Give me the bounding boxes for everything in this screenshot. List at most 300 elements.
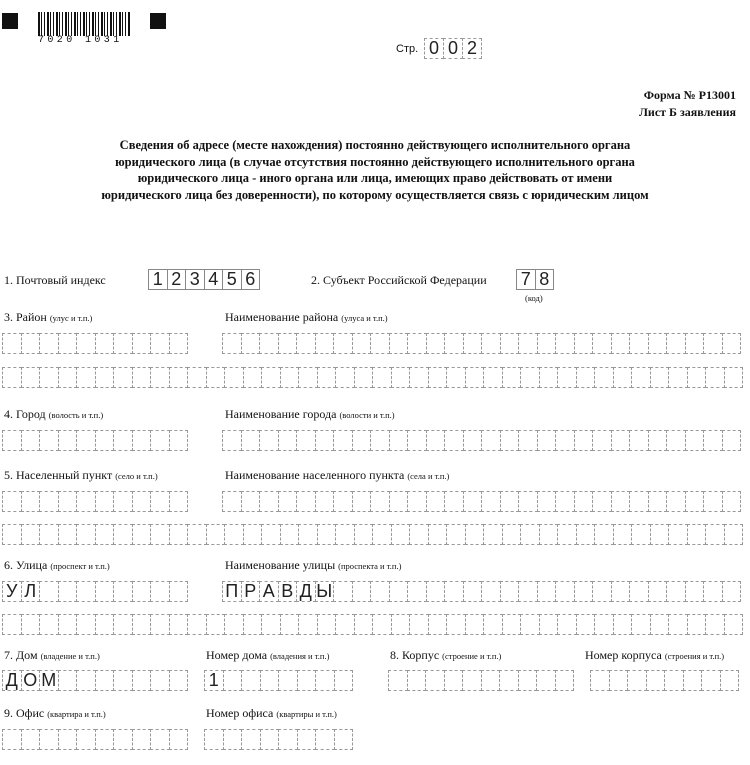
char-cell[interactable]: О [21,670,41,691]
char-cell[interactable] [280,367,300,388]
char-cell[interactable] [444,670,464,691]
char-cell[interactable] [169,581,189,602]
char-cell[interactable] [241,430,261,451]
char-cell[interactable] [502,367,522,388]
char-cell[interactable] [465,367,485,388]
house-type-cells[interactable] [2,670,187,691]
char-cell[interactable] [169,491,189,512]
char-cell[interactable] [241,491,261,512]
char-cell[interactable] [537,491,557,512]
char-cell[interactable] [407,581,427,602]
char-cell[interactable] [481,430,501,451]
char-cell[interactable] [315,333,335,354]
char-cell[interactable] [222,430,242,451]
char-cell[interactable] [502,524,522,545]
char-cell[interactable] [594,524,614,545]
char-cell[interactable] [334,729,354,750]
char-cell[interactable] [499,670,519,691]
char-cell[interactable] [685,491,705,512]
char-cell[interactable] [557,614,577,635]
char-cell[interactable] [187,614,207,635]
char-cell[interactable] [95,430,115,451]
char-cell[interactable] [444,581,464,602]
char-cell[interactable] [426,333,446,354]
char-cell[interactable] [537,333,557,354]
char-cell[interactable] [2,524,22,545]
char-cell[interactable] [39,524,59,545]
char-cell[interactable] [631,367,651,388]
char-cell[interactable] [243,614,263,635]
char-cell[interactable] [296,491,316,512]
char-cell[interactable] [132,581,152,602]
char-cell[interactable] [609,670,629,691]
char-cell[interactable] [648,430,668,451]
char-cell[interactable] [132,430,152,451]
char-cell[interactable] [21,729,41,750]
char-cell[interactable] [113,333,133,354]
char-cell[interactable] [444,430,464,451]
char-cell[interactable] [705,367,725,388]
char-cell[interactable]: Д [2,670,22,691]
char-cell[interactable] [425,670,445,691]
char-cell[interactable] [95,367,115,388]
char-cell[interactable] [481,333,501,354]
char-cell[interactable] [483,524,503,545]
char-cell[interactable] [590,670,610,691]
char-cell[interactable] [444,491,464,512]
char-cell[interactable] [39,614,59,635]
district-name-cells-row1[interactable] [222,333,740,354]
char-cell[interactable]: 0 [424,38,444,59]
char-cell[interactable] [518,670,538,691]
char-cell[interactable] [317,614,337,635]
char-cell[interactable] [222,333,242,354]
char-cell[interactable] [113,581,133,602]
char-cell[interactable] [666,491,686,512]
char-cell[interactable] [76,430,96,451]
char-cell[interactable] [222,491,242,512]
char-cell[interactable] [557,524,577,545]
char-cell[interactable] [701,670,721,691]
char-cell[interactable] [650,367,670,388]
char-cell[interactable] [428,524,448,545]
char-cell[interactable] [95,670,115,691]
char-cell[interactable] [407,491,427,512]
char-cell[interactable] [724,367,744,388]
char-cell[interactable] [444,333,464,354]
char-cell[interactable] [446,614,466,635]
char-cell[interactable] [259,430,279,451]
char-cell[interactable] [629,333,649,354]
char-cell[interactable] [407,333,427,354]
char-cell[interactable] [687,367,707,388]
char-cell[interactable] [539,524,559,545]
char-cell[interactable] [132,524,152,545]
char-cell[interactable] [354,614,374,635]
char-cell[interactable] [481,491,501,512]
char-cell[interactable] [315,430,335,451]
char-cell[interactable] [574,491,594,512]
char-cell[interactable] [483,614,503,635]
char-cell[interactable] [333,581,353,602]
char-cell[interactable]: 5 [222,269,242,290]
page-number-cells[interactable] [424,38,481,59]
char-cell[interactable]: 8 [535,269,555,290]
char-cell[interactable] [483,367,503,388]
char-cell[interactable] [683,670,703,691]
char-cell[interactable] [76,367,96,388]
char-cell[interactable] [95,614,115,635]
char-cell[interactable] [537,430,557,451]
char-cell[interactable]: 1 [204,670,224,691]
char-cell[interactable] [150,670,170,691]
char-cell[interactable] [95,729,115,750]
char-cell[interactable] [426,581,446,602]
char-cell[interactable] [95,333,115,354]
char-cell[interactable] [481,581,501,602]
char-cell[interactable] [333,491,353,512]
char-cell[interactable] [354,367,374,388]
char-cell[interactable] [666,333,686,354]
char-cell[interactable] [2,614,22,635]
char-cell[interactable] [76,670,96,691]
char-cell[interactable] [223,729,243,750]
char-cell[interactable] [206,367,226,388]
char-cell[interactable] [206,614,226,635]
char-cell[interactable] [463,333,483,354]
char-cell[interactable] [370,581,390,602]
char-cell[interactable] [391,524,411,545]
char-cell[interactable] [187,524,207,545]
char-cell[interactable] [465,524,485,545]
char-cell[interactable] [722,581,742,602]
char-cell[interactable] [298,367,318,388]
char-cell[interactable] [261,614,281,635]
char-cell[interactable] [668,524,688,545]
char-cell[interactable] [592,491,612,512]
char-cell[interactable] [76,491,96,512]
district-type-cells[interactable] [2,333,187,354]
char-cell[interactable] [502,614,522,635]
char-cell[interactable] [58,491,78,512]
char-cell[interactable] [370,430,390,451]
char-cell[interactable] [592,430,612,451]
char-cell[interactable] [500,333,520,354]
char-cell[interactable] [58,670,78,691]
char-cell[interactable] [224,614,244,635]
char-cell[interactable] [537,581,557,602]
char-cell[interactable] [557,367,577,388]
char-cell[interactable]: Л [21,581,41,602]
char-cell[interactable] [611,333,631,354]
char-cell[interactable] [391,614,411,635]
char-cell[interactable]: 2 [167,269,187,290]
char-cell[interactable]: В [278,581,298,602]
char-cell[interactable] [518,581,538,602]
char-cell[interactable] [280,614,300,635]
char-cell[interactable] [539,614,559,635]
char-cell[interactable] [372,524,392,545]
char-cell[interactable] [520,367,540,388]
char-cell[interactable] [629,491,649,512]
char-cell[interactable] [370,491,390,512]
char-cell[interactable]: У [2,581,22,602]
char-cell[interactable] [224,367,244,388]
char-cell[interactable] [520,614,540,635]
char-cell[interactable] [132,670,152,691]
char-cell[interactable] [703,491,723,512]
char-cell[interactable] [370,333,390,354]
char-cell[interactable] [76,333,96,354]
char-cell[interactable] [685,333,705,354]
char-cell[interactable] [576,614,596,635]
char-cell[interactable] [685,581,705,602]
char-cell[interactable]: Д [296,581,316,602]
office-type-cells[interactable] [2,729,187,750]
char-cell[interactable] [594,614,614,635]
char-cell[interactable]: 3 [185,269,205,290]
char-cell[interactable] [518,333,538,354]
char-cell[interactable] [21,367,41,388]
char-cell[interactable] [76,581,96,602]
char-cell[interactable] [224,524,244,545]
char-cell[interactable] [687,524,707,545]
char-cell[interactable] [260,670,280,691]
char-cell[interactable] [389,430,409,451]
char-cell[interactable] [278,430,298,451]
char-cell[interactable] [241,333,261,354]
char-cell[interactable] [722,333,742,354]
char-cell[interactable] [150,581,170,602]
char-cell[interactable] [2,491,22,512]
char-cell[interactable] [113,367,133,388]
char-cell[interactable] [409,614,429,635]
char-cell[interactable] [592,581,612,602]
char-cell[interactable] [594,367,614,388]
char-cell[interactable] [169,524,189,545]
char-cell[interactable]: М [39,670,59,691]
char-cell[interactable] [204,729,224,750]
char-cell[interactable] [685,430,705,451]
char-cell[interactable] [724,524,744,545]
char-cell[interactable] [352,430,372,451]
char-cell[interactable] [428,614,448,635]
char-cell[interactable] [296,430,316,451]
char-cell[interactable] [21,614,41,635]
char-cell[interactable] [278,333,298,354]
char-cell[interactable] [150,491,170,512]
char-cell[interactable] [611,491,631,512]
char-cell[interactable] [407,670,427,691]
char-cell[interactable] [613,367,633,388]
char-cell[interactable] [555,333,575,354]
char-cell[interactable] [407,430,427,451]
char-cell[interactable]: П [222,581,242,602]
char-cell[interactable] [500,430,520,451]
char-cell[interactable] [278,491,298,512]
city-name-cells[interactable] [222,430,740,451]
char-cell[interactable] [334,670,354,691]
char-cell[interactable] [388,670,408,691]
char-cell[interactable] [297,729,317,750]
char-cell[interactable] [703,430,723,451]
char-cell[interactable] [650,614,670,635]
building-type-cells[interactable] [388,670,573,691]
char-cell[interactable] [372,367,392,388]
char-cell[interactable] [150,524,170,545]
char-cell[interactable] [555,670,575,691]
char-cell[interactable] [650,524,670,545]
char-cell[interactable] [705,524,725,545]
char-cell[interactable] [389,581,409,602]
char-cell[interactable] [132,729,152,750]
char-cell[interactable] [187,367,207,388]
char-cell[interactable] [21,430,41,451]
char-cell[interactable] [2,333,22,354]
char-cell[interactable] [113,729,133,750]
char-cell[interactable] [428,367,448,388]
char-cell[interactable] [574,581,594,602]
char-cell[interactable] [76,729,96,750]
char-cell[interactable] [113,614,133,635]
char-cell[interactable] [150,367,170,388]
char-cell[interactable] [58,729,78,750]
char-cell[interactable] [391,367,411,388]
char-cell[interactable] [574,430,594,451]
char-cell[interactable] [481,670,501,691]
char-cell[interactable] [722,491,742,512]
char-cell[interactable] [648,491,668,512]
char-cell[interactable] [113,670,133,691]
char-cell[interactable] [705,614,725,635]
char-cell[interactable] [576,524,596,545]
street-name-cells-row2[interactable] [2,614,742,635]
char-cell[interactable] [132,614,152,635]
char-cell[interactable] [463,430,483,451]
char-cell[interactable] [95,581,115,602]
char-cell[interactable]: 4 [204,269,224,290]
char-cell[interactable] [95,524,115,545]
locality-name-cells-row1[interactable] [222,491,740,512]
char-cell[interactable] [150,729,170,750]
char-cell[interactable] [592,333,612,354]
char-cell[interactable] [703,333,723,354]
char-cell[interactable] [426,491,446,512]
char-cell[interactable] [315,491,335,512]
char-cell[interactable]: 7 [516,269,536,290]
locality-type-cells[interactable] [2,491,187,512]
char-cell[interactable] [648,333,668,354]
char-cell[interactable] [629,581,649,602]
char-cell[interactable] [132,367,152,388]
char-cell[interactable] [629,430,649,451]
char-cell[interactable] [335,367,355,388]
char-cell[interactable] [169,430,189,451]
char-cell[interactable] [668,367,688,388]
char-cell[interactable] [409,524,429,545]
char-cell[interactable] [465,614,485,635]
char-cell[interactable] [169,729,189,750]
char-cell[interactable] [446,367,466,388]
char-cell[interactable] [463,581,483,602]
char-cell[interactable] [58,333,78,354]
char-cell[interactable]: Р [241,581,261,602]
char-cell[interactable]: 1 [148,269,168,290]
char-cell[interactable] [39,333,59,354]
char-cell[interactable] [500,581,520,602]
char-cell[interactable] [2,430,22,451]
locality-name-cells-row2[interactable] [2,524,742,545]
char-cell[interactable] [574,333,594,354]
street-name-cells-row1[interactable] [222,581,740,602]
char-cell[interactable] [335,524,355,545]
char-cell[interactable] [150,333,170,354]
char-cell[interactable] [613,614,633,635]
char-cell[interactable] [95,491,115,512]
char-cell[interactable] [280,524,300,545]
char-cell[interactable] [352,491,372,512]
char-cell[interactable]: 2 [462,38,482,59]
char-cell[interactable] [720,670,740,691]
char-cell[interactable] [113,491,133,512]
char-cell[interactable] [58,581,78,602]
char-cell[interactable] [132,491,152,512]
char-cell[interactable] [39,430,59,451]
char-cell[interactable] [21,524,41,545]
char-cell[interactable] [426,430,446,451]
char-cell[interactable] [555,430,575,451]
char-cell[interactable] [389,333,409,354]
office-number-cells[interactable] [204,729,352,750]
char-cell[interactable] [722,430,742,451]
char-cell[interactable] [2,367,22,388]
char-cell[interactable] [150,614,170,635]
char-cell[interactable] [687,614,707,635]
char-cell[interactable] [315,729,335,750]
char-cell[interactable]: 6 [241,269,261,290]
char-cell[interactable] [500,491,520,512]
char-cell[interactable] [206,524,226,545]
char-cell[interactable] [724,614,744,635]
char-cell[interactable] [648,581,668,602]
char-cell[interactable] [668,614,688,635]
char-cell[interactable] [664,670,684,691]
street-type-cells[interactable] [2,581,187,602]
char-cell[interactable] [611,430,631,451]
char-cell[interactable] [611,581,631,602]
char-cell[interactable] [58,430,78,451]
char-cell[interactable] [278,729,298,750]
char-cell[interactable] [21,333,41,354]
char-cell[interactable] [241,729,261,750]
char-cell[interactable] [462,670,482,691]
char-cell[interactable] [576,367,596,388]
char-cell[interactable]: А [259,581,279,602]
char-cell[interactable] [298,524,318,545]
char-cell[interactable] [389,491,409,512]
char-cell[interactable] [555,491,575,512]
char-cell[interactable] [261,367,281,388]
char-cell[interactable] [354,524,374,545]
char-cell[interactable] [260,729,280,750]
char-cell[interactable] [333,333,353,354]
char-cell[interactable] [317,524,337,545]
char-cell[interactable] [631,614,651,635]
char-cell[interactable] [666,581,686,602]
char-cell[interactable] [613,524,633,545]
char-cell[interactable] [243,524,263,545]
district-name-cells-row2[interactable] [2,367,742,388]
